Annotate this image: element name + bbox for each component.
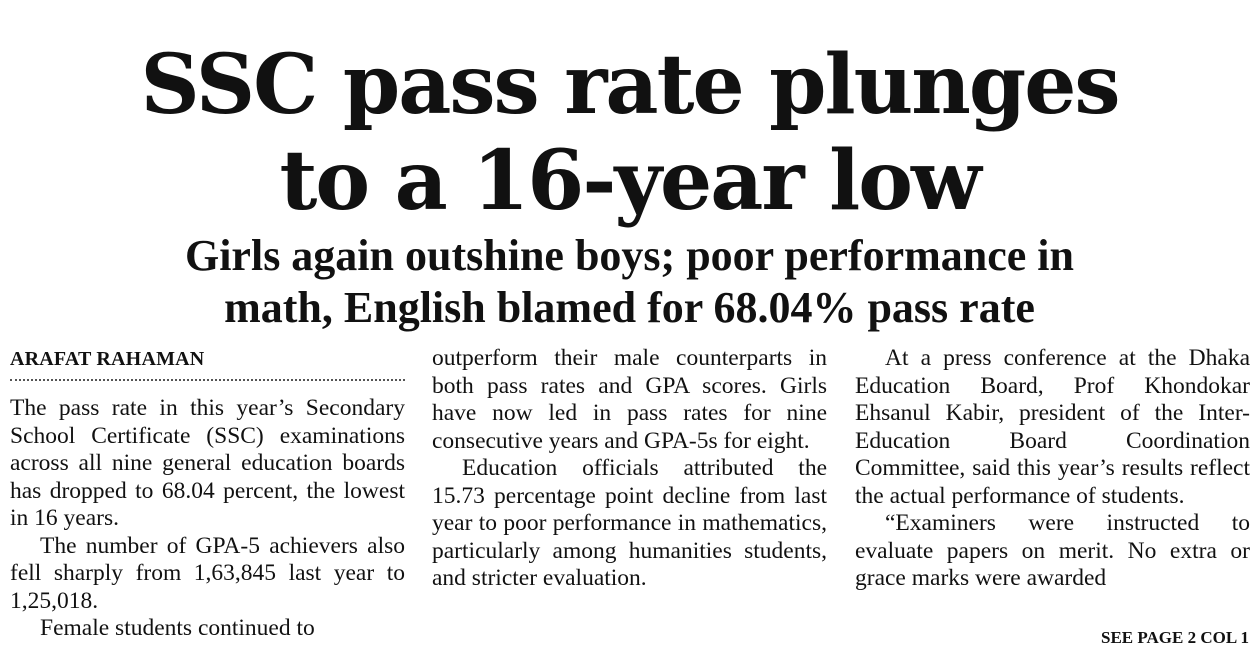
paragraph: “Examiners were instructed to evaluate papers on merit. No extra or grace marks were awarded bbox=[855, 510, 1250, 591]
paragraph: outperform their male counterparts in both pass rates and GPA scores. Girls have now led in pass rates for nine consecutive years and GPA-5s for eight. bbox=[432, 345, 827, 454]
article-column-1 bbox=[10, 345, 405, 643]
headline-line-2: to a 16-year low bbox=[279, 133, 980, 229]
continuation-jump-line: SEE PAGE 2 COL 1 bbox=[1101, 628, 1249, 647]
article-column-2 bbox=[432, 345, 827, 593]
headline-line-1: SSC pass rate plunges bbox=[140, 37, 1119, 133]
paragraph: The pass rate in this year’s Secondary School Certificate (SSC) examinations across all nine general education boards has dropped to 68.04 percent, the lowest in 16 years. bbox=[10, 395, 405, 531]
byline: ARAFAT RAHAMAN bbox=[10, 345, 405, 381]
subheadline-line-1: Girls again outshine boys; poor performance in bbox=[184, 231, 1074, 280]
paragraph: At a press conference at the Dhaka Education Board, Prof Khondokar Ehsanul Kabir, president of the Inter-Education Board Coordination Committee, said this year’s results reflect the actual performance of students. bbox=[855, 345, 1250, 509]
subheadline-line-2: math, English blamed for 68.04% pass rate bbox=[224, 283, 1035, 332]
article-column-3 bbox=[855, 345, 1250, 593]
paragraph: Education officials attributed the 15.73 percentage point decline from last year to poor performance in mathematics, particularly among humanities students, and stricter evaluation. bbox=[432, 455, 827, 591]
paragraph: Female students continued to bbox=[40, 615, 315, 641]
paragraph: The number of GPA-5 achievers also fell sharply from 1,63,845 last year to 1,25,018. bbox=[10, 532, 405, 614]
